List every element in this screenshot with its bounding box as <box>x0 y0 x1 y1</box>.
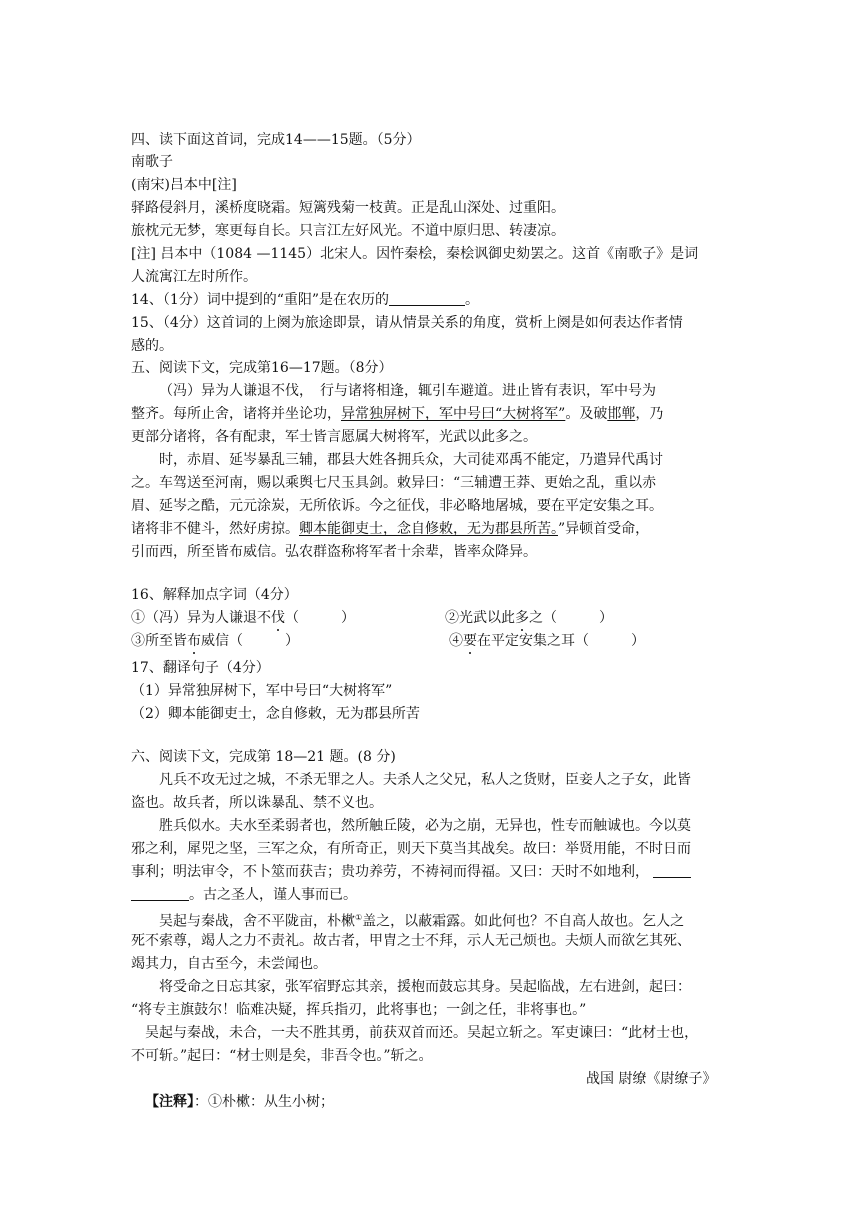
question-16-item-4: ④要在平定安集之耳（ ） <box>449 633 645 649</box>
footnote: 【注释】：①朴樕：从生小树； <box>145 1094 334 1110</box>
question-17-title: 17、翻译句子（4分） <box>131 660 270 676</box>
passage-6-p3-line-2: 死不索尊，竭人之力不责礼。故古者，甲胄之士不拜，示人无己烦也。夫烦人而欲乞其死、 <box>131 933 691 949</box>
passage-6-p3-line-3: 竭其力，自古至今，未尝闻也。 <box>131 956 327 972</box>
question-14: 14、（1分）词中提到的“重阳”是在农历的 。 <box>131 292 480 308</box>
poem-author: (南宋)吕本中[注] <box>131 177 237 193</box>
poem-line-2: 旅枕元无梦，寒更每自长。只言江左好风光。不道中原归思、转凄凉。 <box>131 223 565 239</box>
passage-5-p2-line-4: 诸将非不健斗，然好虏掠。卿本能御吏士，念自修敕，无为郡县所苦。”异顿首受命， <box>131 521 650 537</box>
underlined-sentence-1: 异常独屏树下，军中号曰“大树将军” <box>341 406 566 422</box>
passage-6-p3-line-1: 吴起与秦战，舍不平陇亩，朴樕①盖之，以蔽霜露。如此何也？不自高人故也。乞人之 <box>159 913 685 930</box>
passage-6-p4-line-2: “将专主旗鼓尔！临难决疑，挥兵指刃，此将事也；一剑之任，非将事也。” <box>131 1002 587 1018</box>
underlined-sentence-2: 卿本能御吏士，念自修敕，无为郡县所苦。 <box>299 521 558 537</box>
question-16-item-1: ①（冯）异为人谦退不伐（ ） <box>131 610 355 626</box>
question-16-item-2: ②光武以此多之（ ） <box>445 610 613 626</box>
passage-6-p2-line-3: 事利；明法审令，不卜筮而获吉；贵功养劳，不祷祠而得福。又曰：天时不如地利， <box>131 863 691 881</box>
underlined-place-name: 邯郸 <box>607 406 636 422</box>
passage-5-p2-line-1: 时，赤眉、延岑暴乱三辅，郡县大姓各拥兵众，大司徒邓禹不能定，乃遣异代禹讨 <box>159 452 663 468</box>
dotted-char: 伐 <box>271 610 285 626</box>
dotted-char: 多 <box>515 610 529 626</box>
question-16-item-3: ③所至皆布威信（ ） <box>131 633 299 649</box>
passage-6-p4-line-1: 将受命之日忘其家，张军宿野忘其亲，援枹而鼓忘其身。吴起临战，左右进剑，起曰： <box>159 979 691 995</box>
passage-5-p2-line-5: 引而西，所至皆布威信。弘农群盗称将军者十余辈，皆率众降异。 <box>131 544 537 560</box>
section5-title: 五、阅读下文，完成第16—17题。（8分） <box>131 360 393 376</box>
passage-6-p1-line-1: 凡兵不攻无过之城，不杀无罪之人。夫杀人之父兄，私人之货财，臣妾人之子女，此皆 <box>159 772 691 788</box>
section6-title: 六、阅读下文，完成第 18—21 题。(8 分) <box>131 749 396 765</box>
passage-5-p1-line-2: 整齐。每所止舍，诸将并坐论功，异常独屏树下，军中号曰“大树将军”。及破邯郸，乃 <box>131 406 664 422</box>
footnote-label: 【注释】 <box>145 1094 194 1110</box>
passage-5-p1-line-1: （冯）异为人谦退不伐， 行与诸将相逢，辄引车避道。进止皆有表识，军中号为 <box>159 383 656 399</box>
passage-5-p2-line-3: 眉、延岑之酷，元元涂炭，无所依诉。今之征伐，非必略地屠城，要在平定安集之耳。 <box>131 498 663 514</box>
question-15-line-1: 15、（4分）这首词的上阕为旅途即景，请从情景关系的角度，赏析上阕是如何表达作者情 <box>131 315 683 331</box>
dotted-char: 要 <box>463 633 477 649</box>
passage-source: 战国 尉缭《尉缭子》 <box>586 1071 717 1087</box>
section4-title: 四、读下面这首词，完成14——15题。（5分） <box>131 132 421 148</box>
question-15-line-2: 感的。 <box>131 338 173 354</box>
footnote-marker: ① <box>355 913 363 922</box>
poem-title: 南歌子 <box>131 154 173 170</box>
passage-6-p2-line-2: 邪之利，犀兕之坚，三军之众，有所奇正，则天下莫当其战矣。故曰：举贤用能，不时日而 <box>131 841 691 857</box>
passage-6-p1-line-2: 盗也。故兵者，所以诛暴乱、禁不义也。 <box>131 795 383 811</box>
question-17-sentence-1: （1）异常独屏树下，军中号曰“大树将军” <box>131 683 393 699</box>
passage-6-p2-line-1: 胜兵似水。夫水至柔弱者也，然所触丘陵，必为之崩，无异也，性专而触诚也。今以莫 <box>159 818 691 834</box>
passage-6-p2-line-4: 。古之圣人，谨人事而已。 <box>131 886 357 904</box>
question-14-text: 14、（1分）词中提到的“重阳”是在农历的 <box>131 292 390 308</box>
passage-5-p1-line-3: 更部分诸将，各有配隶，军士皆言愿属大树将军，光武以此多之。 <box>131 429 537 445</box>
poem-note-line-1: [注] 吕本中（1084 —1145）北宋人。因忤秦桧，秦桧讽御史劾罢之。这首《南歌子》是词 <box>131 246 699 262</box>
poem-note-line-2: 人流寓江左时所作。 <box>131 269 257 285</box>
answer-blank <box>389 291 465 306</box>
question-16-title: 16、解释加点字词（4分） <box>131 587 298 603</box>
question-17-sentence-2: （2）卿本能御吏士，念自修敕，无为郡县所苦 <box>131 706 420 722</box>
answer-blank <box>653 863 691 878</box>
poem-line-1: 驿路侵斜月，溪桥度晓霜。短篱残菊一枝黄。正是乱山深处、过重阳。 <box>131 200 565 216</box>
passage-6-p5-line-2: 不可斩。”起曰：“材士则是矣，非吾令也。”斩之。 <box>131 1048 433 1064</box>
dotted-char: 布 <box>187 633 201 649</box>
answer-blank <box>131 886 189 901</box>
passage-5-p2-line-2: 之。车驾送至河南，赐以乘舆七尺玉具剑。敕异曰：“三辅遭王莽、更始之乱，重以赤 <box>131 475 657 491</box>
passage-6-p5-line-1: 吴起与秦战，未合，一夫不胜其勇，前获双首而还。吴起立斩之。军吏谏曰：“此材士也， <box>145 1025 699 1041</box>
